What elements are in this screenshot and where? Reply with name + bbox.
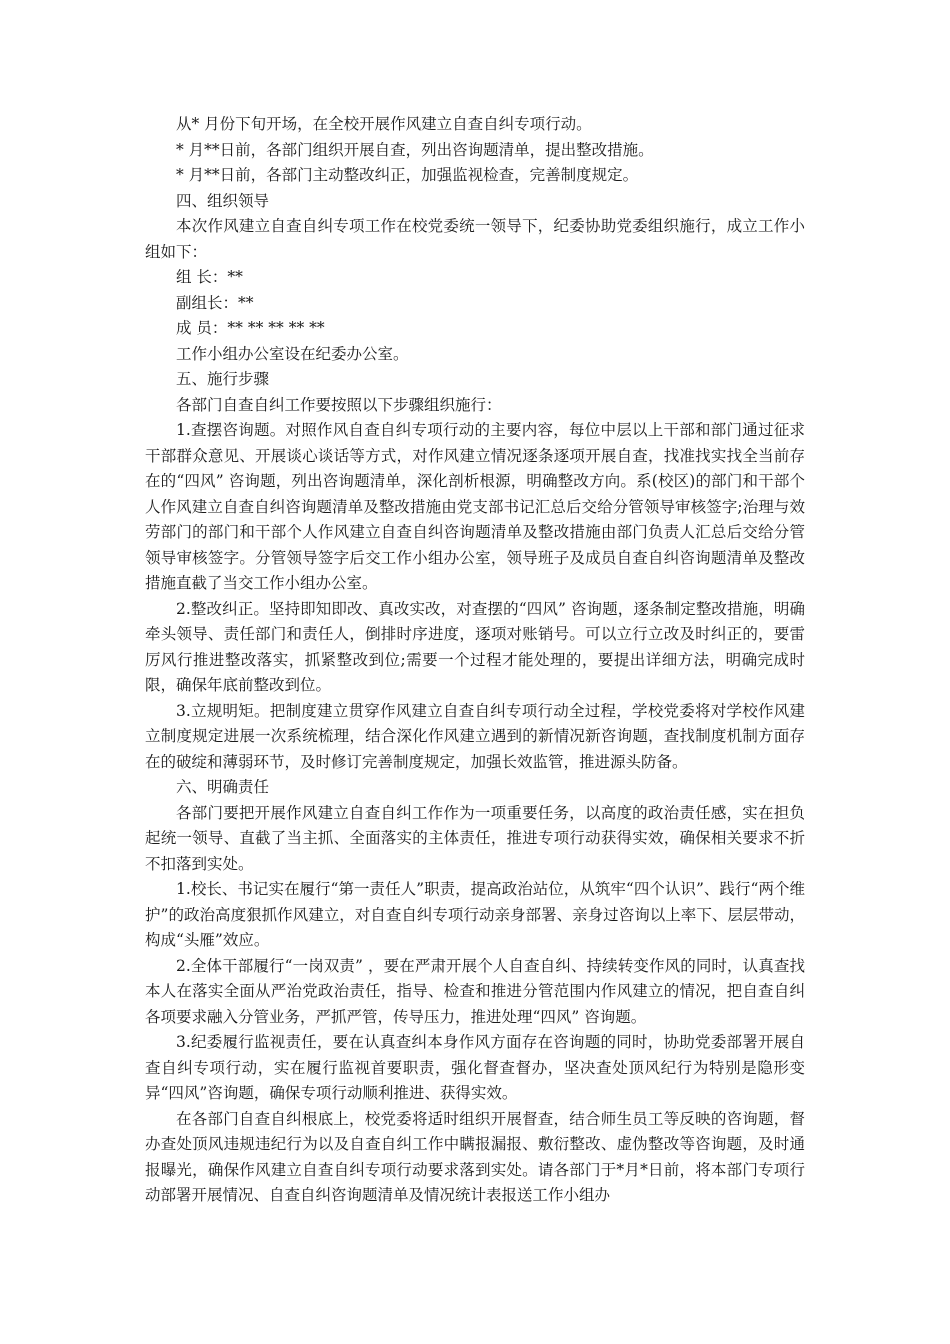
paragraph: 成 员：** ** ** ** **	[176, 319, 325, 337]
paragraph: * 月**日前，各部门组织开展自查，列出咨询题清单，提出整改措施。	[176, 140, 654, 159]
paragraph: 在各部门自查自纠根底上，校党委将适时组织开展督查，结合师生员工等反映的咨询题，督办查处顶风违规违纪行为以及自查自纠工作中瞒报漏报、敷衍整改、虚伪整改等咨询题，及时通报曝光，确保作风建立自查自纠专项行动要求落到实处。请各部门于*月*日前，将本部门专项行动部署开展情况、自查自纠咨询题清单及情况统计表报送工作小组办	[145, 1109, 805, 1204]
section-heading: 四、组织领导	[176, 191, 270, 210]
paragraph: 工作小组办公室设在纪委办公室。	[176, 344, 409, 363]
section-heading: 六、明确责任	[176, 778, 270, 796]
paragraph: 从* 月份下旬开场，在全校开展作风建立自查自纠专项行动。	[176, 115, 592, 133]
paragraph: 各部门要把开展作风建立自查自纠工作作为一项重要任务，以高度的政治责任感，实在担负起统一领导、直截了当主抓、全面落实的主体责任，推进专项行动获得实效，确保相关要求不折不扣落到实处。	[145, 803, 805, 873]
paragraph: 组 长：**	[176, 268, 243, 286]
paragraph: 副组长：**	[176, 293, 254, 312]
paragraph: * 月**日前，各部门主动整改纠正，加强监视检查，完善制度规定。	[176, 166, 639, 184]
section-heading: 五、施行步骤	[176, 370, 270, 388]
paragraph: 2.整改纠正。坚持即知即改、真改实改，对查摆的“四风” 咨询题，逐条制定整改措施，明确牵头领导、责任部门和责任人，倒排时序进度，逐项对账销号。可以立行立改及时纠正的，要雷厉风行推进整改落实，抓紧整改到位;需要一个过程才能处理的，要提出详细方法，明确完成时限，确保年底前整改到位。	[145, 599, 805, 694]
paragraph: 2.全体干部履行“一岗双责” ，要在严肃开展个人自查自纠、持续转变作风的同时，认真查找本人在落实全面从严治党政治责任，指导、检查和推进分管范围内作风建立的情况，把自查自纠各项要求融入分管业务，严抓严管，传导压力，推进处理“四风” 咨询题。	[145, 956, 805, 1026]
paragraph: 1.校长、书记实在履行“第一责任人”职责，提高政治站位，从筑牢“四个认识”、践行“两个维护”的政治高度狠抓作风建立，对自查自纠专项行动亲身部署、亲身过咨询以上率下、层层带动，构成“头雁”效应。	[145, 880, 805, 949]
document-body	[145, 112, 805, 1209]
paragraph: 1.查摆咨询题。对照作风自查自纠专项行动的主要内容，每位中层以上干部和部门通过征求干部群众意见、开展谈心谈话等方式，对作风建立情况逐条逐项开展自查，找准找实找全当前存在的“四风” 咨询题，列出咨询题清单，深化剖析根源，明确整改方向。系(校区)的部门和干部个人作风建立自查自纠咨询题清单及整改措施由党支部书记汇总后交给分管领导审核签字;治理与效劳部门的部门和干部个人作风建立自查自纠咨询题清单及整改措施由部门负责人汇总后交给分管领导审核签字。分管领导签字后交工作小组办公室，领导班子及成员自查自纠咨询题清单及整改措施直截了当交工作小组办公室。	[145, 421, 805, 592]
paragraph: 3.立规明矩。把制度建立贯穿作风建立自查自纠专项行动全过程，学校党委将对学校作风建立制度规定进展一次系统梳理，结合深化作风建立遇到的新情况新咨询题，查找制度机制方面存在的破绽和薄弱环节，及时修订完善制度规定，加强长效监管，推进源头防备。	[145, 701, 805, 771]
paragraph: 本次作风建立自查自纠专项工作在校党委统一领导下，纪委协助党委组织施行，成立工作小组如下：	[145, 217, 805, 261]
paragraph: 各部门自查自纠工作要按照以下步骤组织施行：	[176, 395, 502, 414]
paragraph: 3.纪委履行监视责任，要在认真查纠本身作风方面存在咨询题的同时，协助党委部署开展自查自纠专项行动，实在履行监视首要职责，强化督查督办，坚决查处顶风纪行为特别是隐形变异“四风”咨询题，确保专项行动顺利推进、获得实效。	[145, 1033, 805, 1102]
